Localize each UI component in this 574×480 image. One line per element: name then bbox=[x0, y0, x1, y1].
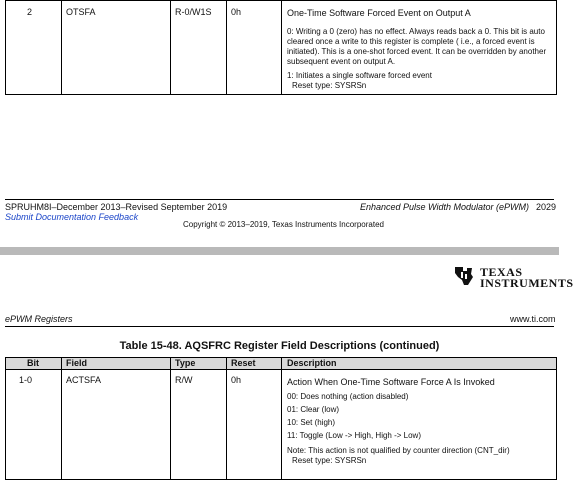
reset-cell: 0h bbox=[231, 375, 242, 385]
column-divider bbox=[170, 0, 171, 95]
type-cell: R-0/W1S bbox=[175, 7, 212, 17]
field-cell: OTSFA bbox=[66, 7, 96, 17]
description-title: One-Time Software Forced Event on Output A bbox=[287, 8, 471, 18]
submit-feedback-link[interactable]: Submit Documentation Feedback bbox=[5, 212, 139, 222]
table-border-right bbox=[556, 0, 557, 95]
footer-rule bbox=[5, 199, 554, 200]
table-border-right bbox=[556, 357, 557, 480]
description-note: Note: This action is not qualified by counter direction (CNT_dir) bbox=[287, 446, 510, 455]
field-cell: ACTSFA bbox=[66, 375, 102, 385]
page-break bbox=[0, 247, 559, 255]
column-divider bbox=[170, 357, 171, 480]
copyright: Copyright © 2013–2019, Texas Instruments Incorporated bbox=[183, 220, 384, 229]
column-divider bbox=[281, 357, 282, 480]
column-divider bbox=[226, 0, 227, 95]
option-item: 01: Clear (low) bbox=[287, 405, 340, 414]
column-header-reset: Reset bbox=[231, 358, 256, 368]
column-header-description: Description bbox=[287, 358, 337, 368]
description-text: 0: Writing a 0 (zero) has no effect. Always reads back a 0. This bit is auto cleared once a write to this register is complete ( i.e., a forced event is initiated). This is a one-shot forced event. It can be overridden by another subsequent event on output A. bbox=[287, 27, 547, 66]
section-name: ePWM Registers bbox=[5, 314, 73, 324]
ti-logo-icon bbox=[452, 264, 476, 288]
description-cell bbox=[287, 8, 553, 96]
column-header-type: Type bbox=[175, 358, 196, 368]
column-divider bbox=[61, 357, 62, 480]
ti-logo-text-line1: TEXAS bbox=[480, 265, 523, 279]
column-divider bbox=[61, 0, 62, 95]
document-id: SPRUHM8I–December 2013–Revised September 2019 bbox=[5, 202, 228, 212]
description-text: 1: Initiates a single software forced event bbox=[287, 71, 432, 80]
site-url[interactable]: www.ti.com bbox=[510, 314, 556, 324]
reset-cell: 0h bbox=[231, 7, 242, 17]
ti-logo bbox=[452, 263, 574, 293]
table-border-left bbox=[5, 357, 6, 480]
bit-cell: 2 bbox=[27, 7, 33, 17]
description-title: Action When One-Time Software Force A Is Invoked bbox=[287, 377, 495, 387]
ti-logo-text-line2: INSTRUMENTS bbox=[480, 276, 574, 290]
bit-cell: 1-0 bbox=[19, 375, 33, 385]
column-header-bit: Bit bbox=[27, 358, 39, 368]
page-number: 2029 bbox=[536, 202, 557, 212]
reset-type: Reset type: SYSRSn bbox=[292, 81, 367, 90]
column-header-field: Field bbox=[66, 358, 88, 368]
column-divider bbox=[226, 357, 227, 480]
option-item: 00: Does nothing (action disabled) bbox=[287, 392, 409, 401]
table-border-left bbox=[5, 0, 6, 95]
column-divider bbox=[281, 0, 282, 95]
description-cell bbox=[287, 377, 553, 466]
register-table-top bbox=[5, 0, 557, 95]
reset-type: Reset type: SYSRSn bbox=[292, 456, 367, 465]
type-cell: R/W bbox=[175, 375, 193, 385]
document-title: Enhanced Pulse Width Modulator (ePWM) bbox=[360, 202, 529, 212]
option-item: 10: Set (high) bbox=[287, 418, 336, 427]
register-field-table bbox=[5, 357, 557, 480]
option-item: 11: Toggle (Low -> High, High -> Low) bbox=[287, 431, 421, 440]
header-rule bbox=[5, 326, 554, 327]
table-caption: Table 15-48. AQSFRC Register Field Descriptions (continued) bbox=[119, 340, 440, 352]
